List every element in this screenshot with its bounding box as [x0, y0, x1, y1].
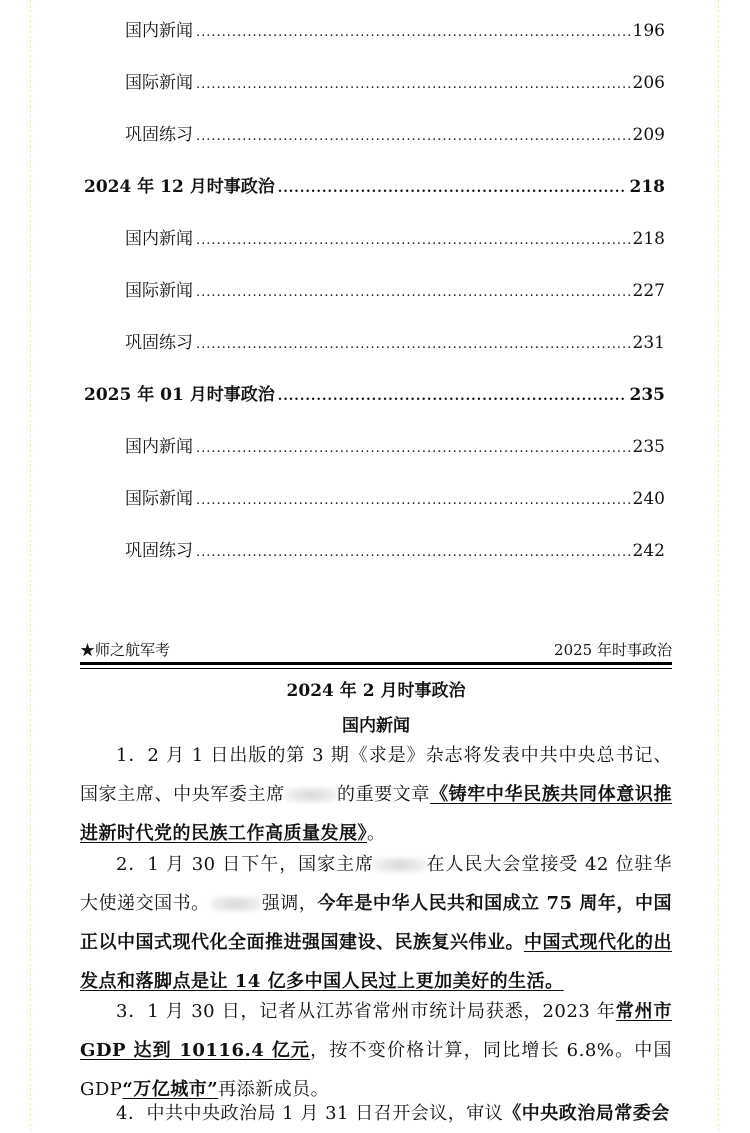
header-book-title: 2025 年时事政治: [554, 641, 672, 659]
toc-entry-label: 巩固练习: [125, 333, 193, 353]
toc-entry-page: 218: [632, 229, 665, 249]
running-header: [80, 639, 672, 660]
toc-entry-page: 196: [632, 21, 665, 41]
item-text: 3．1 月 30 日，记者从江苏省常州市统计局获悉，2023 年: [116, 1001, 616, 1022]
toc-entry-page: 218: [629, 177, 665, 197]
page-edge-right: [718, 0, 719, 1131]
toc-leader-dots: [196, 230, 630, 252]
toc-entry-page: 231: [632, 333, 665, 353]
toc-leader-dots: [196, 438, 630, 460]
item-text: 2．1 月 30 日下午，国家主席: [116, 854, 375, 875]
item-text: 1．2 月 1 日出版的第 3 期《求是》杂志将发表中共中央总书记、国家主席、中央军委主席: [80, 745, 672, 805]
item-text: 的重要文章: [336, 784, 431, 805]
toc-entry-label: 2024 年 12 月时事政治: [84, 177, 275, 197]
toc-entry-page: 235: [632, 437, 665, 457]
toc-entry-label: 国际新闻: [125, 281, 193, 301]
item-text: 4．中共中央政治局 1 月 31 日召开会议，审议: [116, 1103, 504, 1124]
key-point: “万亿城市”: [122, 1079, 219, 1100]
toc-leader-dots: [278, 386, 627, 408]
toc-entry-label: 国内新闻: [125, 21, 193, 41]
key-point: 常州市 GDP 达到 10116.4 亿元: [80, 1001, 672, 1061]
redacted-name: [210, 896, 262, 912]
toc-entry[interactable]: [125, 280, 665, 304]
key-point: 《中央政治局常委会: [503, 1103, 670, 1124]
toc-entry-page: 235: [629, 385, 665, 405]
toc-entry-page: 240: [632, 489, 665, 509]
item-text: 在人民大会堂接受 42 位驻华大使递交国书。: [80, 854, 672, 914]
item-text: 再添新成员。: [218, 1079, 330, 1100]
toc-entry[interactable]: [125, 332, 665, 356]
toc-entry[interactable]: [125, 488, 665, 512]
toc-entry[interactable]: [125, 20, 665, 44]
header-brand: ★师之航军考: [80, 641, 171, 659]
toc-leader-dots: [196, 282, 630, 304]
toc-entry-label: 巩固练习: [125, 125, 193, 145]
item-text: 强调，: [261, 893, 318, 914]
section-title: 国内新闻: [342, 716, 410, 736]
toc-entry-label: 国内新闻: [125, 229, 193, 249]
header-rule-thin: [80, 668, 672, 669]
toc-chapter-entry[interactable]: [84, 384, 665, 408]
toc-entry[interactable]: [125, 124, 665, 148]
toc-entry-page: 227: [632, 281, 665, 301]
toc-entry[interactable]: [125, 436, 665, 460]
news-item-2: [80, 845, 672, 1001]
toc-entry-label: 国际新闻: [125, 489, 193, 509]
toc-entry[interactable]: [125, 228, 665, 252]
toc-leader-dots: [196, 334, 630, 356]
news-item-4: [80, 1094, 672, 1133]
toc-entry-label: 巩固练习: [125, 541, 193, 561]
toc-leader-dots: [278, 178, 627, 200]
toc-leader-dots: [196, 126, 630, 148]
redacted-name: [285, 787, 337, 803]
header-rule-thick: [80, 662, 672, 665]
toc-chapter-entry[interactable]: [84, 176, 665, 200]
toc-leader-dots: [196, 74, 630, 96]
toc-entry-label: 2025 年 01 月时事政治: [84, 385, 275, 405]
chapter-title: 2024 年 2 月时事政治: [286, 681, 466, 701]
toc-entry-page: 242: [632, 541, 665, 561]
toc-leader-dots: [196, 542, 630, 564]
toc-entry[interactable]: [125, 72, 665, 96]
key-point: 《铸牢中华民族共同体意识推进新时代党的民族工作高质量发展》: [80, 784, 673, 844]
item-text: ，按不变价格计算，同比增长 6.8%。中国 GDP: [80, 1040, 672, 1100]
news-item-1: [80, 736, 672, 853]
toc-entry[interactable]: [125, 540, 665, 564]
toc-entry-page: 209: [632, 125, 665, 145]
page-edge-left: [30, 0, 31, 1131]
redacted-name: [374, 857, 426, 873]
toc-leader-dots: [196, 22, 630, 44]
item-text: 。: [367, 823, 386, 844]
toc-entry-page: 206: [632, 73, 665, 93]
key-point: 今年是中华人民共和国成立 75 周年，中国正以中国式现代化全面推进强国建设、民族复兴伟业。: [80, 893, 672, 953]
news-item-3: [80, 992, 672, 1109]
toc-entry-label: 国内新闻: [125, 437, 193, 457]
toc-leader-dots: [196, 490, 630, 512]
key-point: 中国式现代化的出发点和落脚点是让 14 亿多中国人民过上更加美好的生活。: [80, 932, 672, 992]
toc-entry-label: 国际新闻: [125, 73, 193, 93]
